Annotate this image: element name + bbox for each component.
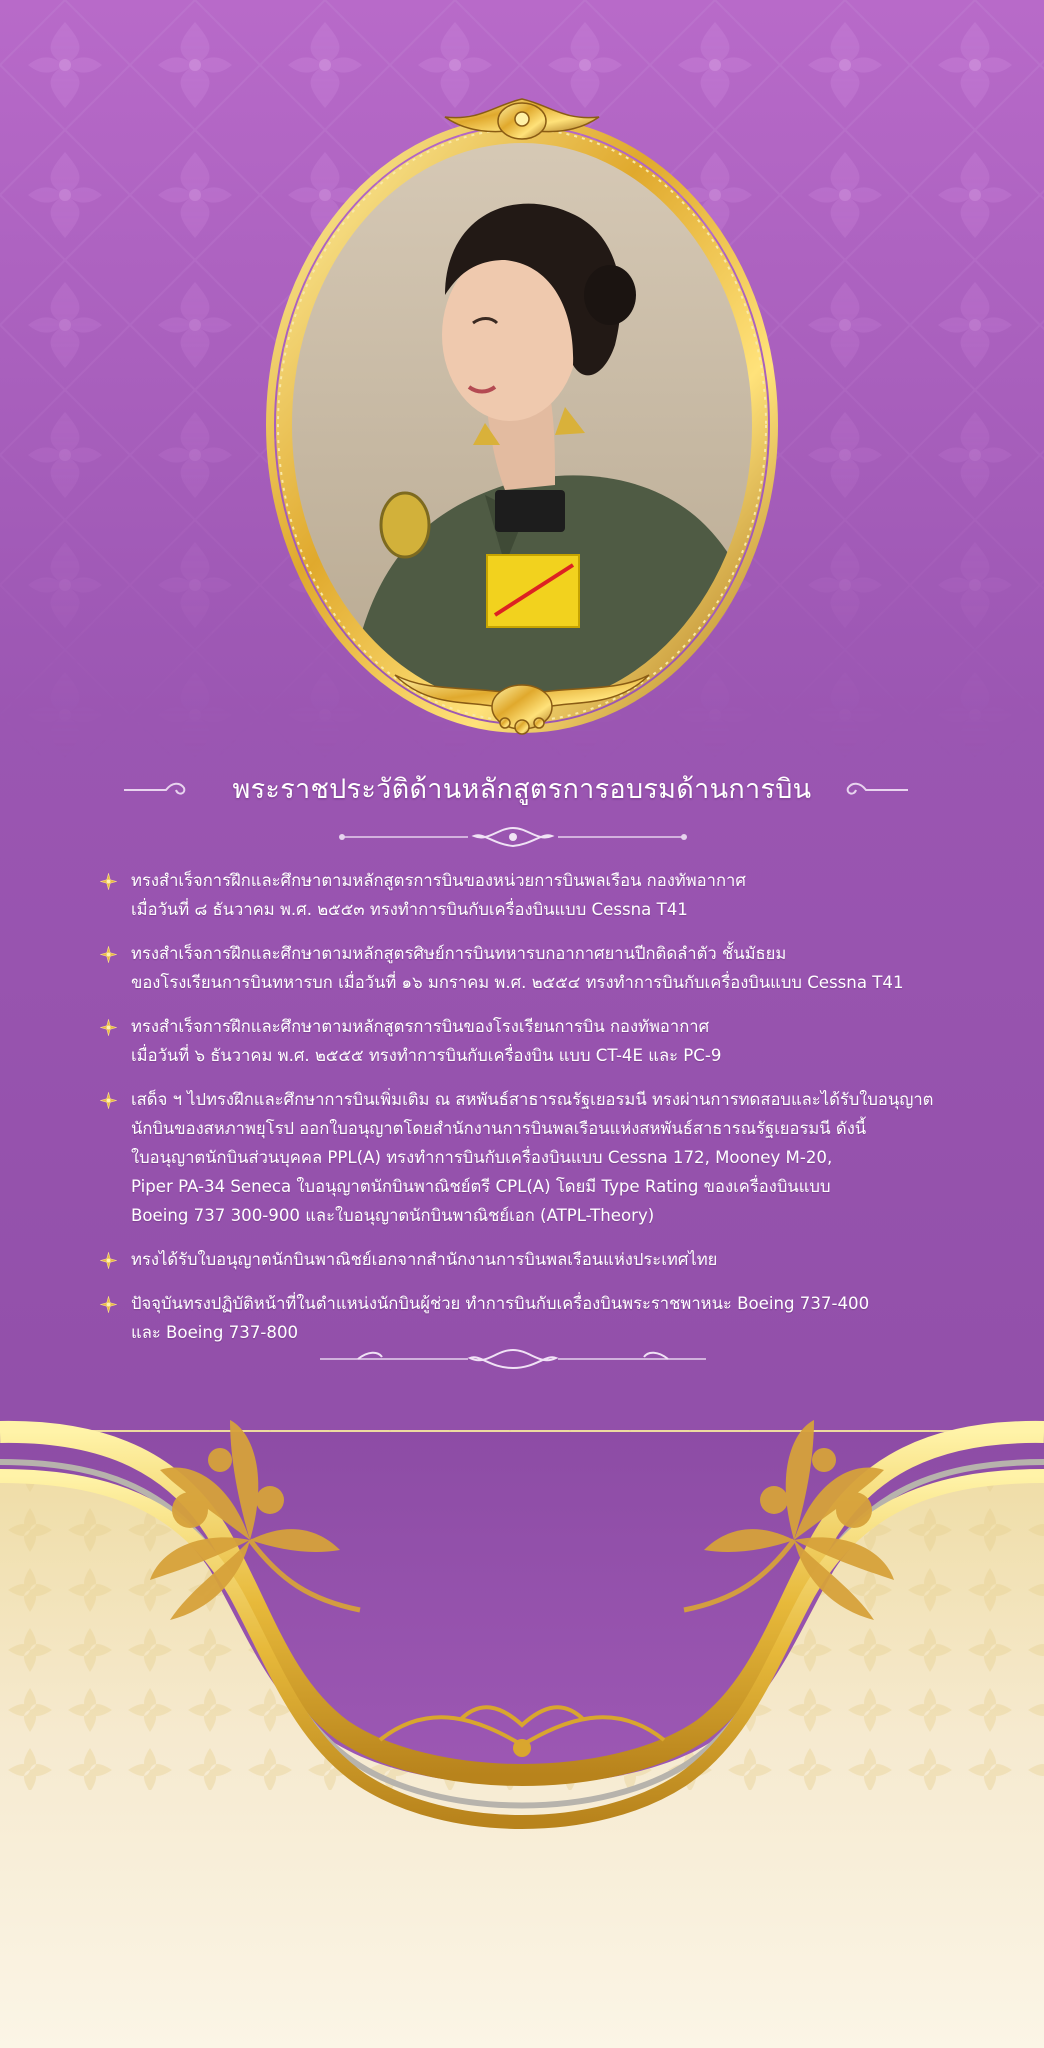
gold-diamond-bullet-icon bbox=[100, 1019, 117, 1036]
list-item-line: เมื่อวันที่ ๖ ธันวาคม พ.ศ. ๒๕๕๕ ทรงทำการบินกับเครื่องบิน แบบ CT-4E และ PC-9 bbox=[131, 1046, 722, 1065]
page-title: พระราชประวัติด้านหลักสูตรการอบรมด้านการบิน bbox=[232, 774, 812, 805]
frame-top-crest bbox=[445, 99, 599, 139]
list-item bbox=[100, 1245, 960, 1274]
list-item-line: ทรงสำเร็จการฝึกและศึกษาตามหลักสูตรการบินของหน่วยการบินพลเรือน กองทัพอากาศ bbox=[131, 871, 746, 890]
heading-flourish-right-icon bbox=[838, 778, 910, 802]
list-item-line: ของโรงเรียนการบินทหารบก เมื่อวันที่ ๑๖ มกราคม พ.ศ. ๒๕๕๔ ทรงทำการบินกับเครื่องบินแบบ Cessna T41 bbox=[131, 973, 904, 992]
list-item-line: นักบินของสหภาพยุโรป ออกใบอนุญาตโดยสำนักงานการบินพลเรือนแห่งสหพันธ์สาธารณรัฐเยอรมนี ดังนี้ bbox=[131, 1119, 867, 1138]
gold-diamond-bullet-icon bbox=[100, 1252, 117, 1269]
list-item-line: และ Boeing 737-800 bbox=[131, 1323, 299, 1342]
list-item-line: ทรงได้รับใบอนุญาตนักบินพาณิชย์เอกจากสำนักงานการบินพลเรือนแห่งประเทศไทย bbox=[131, 1250, 718, 1269]
list-item bbox=[100, 866, 960, 924]
gold-diamond-bullet-icon bbox=[100, 946, 117, 963]
divider-ornament-icon bbox=[338, 822, 688, 852]
list-item bbox=[100, 1085, 960, 1230]
list-item-line: Boeing 737 300-900 และใบอนุญาตนักบินพาณิชย์เอก (ATPL-Theory) bbox=[131, 1206, 655, 1225]
achievement-list bbox=[100, 866, 960, 1362]
list-item-line: เสด็จ ฯ ไปทรงฝึกและศึกษาการบินเพิ่มเติม ณ สหพันธ์สาธารณรัฐเยอรมนี ทรงผ่านการทดสอบและได้รับใบอนุญาต bbox=[131, 1090, 934, 1109]
list-item-line: เมื่อวันที่ ๘ ธันวาคม พ.ศ. ๒๕๕๓ ทรงทำการบินกับเครื่องบินแบบ Cessna T41 bbox=[131, 900, 688, 919]
gold-diamond-bullet-icon bbox=[100, 1092, 117, 1109]
list-item bbox=[100, 1012, 960, 1070]
gold-diamond-bullet-icon bbox=[100, 873, 117, 890]
list-item bbox=[100, 1289, 960, 1347]
list-item-line: ทรงสำเร็จการฝึกและศึกษาตามหลักสูตรศิษย์การบินทหารบกอากาศยานปีกติดลำตัว ชั้นมัธยม bbox=[131, 944, 787, 963]
portrait-frame bbox=[255, 95, 789, 735]
bottom-divider-ornament-icon bbox=[318, 1342, 708, 1376]
list-item-line: ทรงสำเร็จการฝึกและศึกษาตามหลักสูตรการบินของโรงเรียนการบิน กองทัพอากาศ bbox=[131, 1017, 710, 1036]
portrait-photo bbox=[255, 95, 789, 735]
list-item-line: Piper PA-34 Seneca ใบอนุญาตนักบินพาณิชย์ตรี CPL(A) โดยมี Type Rating ของเครื่องบินแบบ bbox=[131, 1177, 831, 1196]
list-item-line: ใบอนุญาตนักบินส่วนบุคคล PPL(A) ทรงทำการบินกับเครื่องบินแบบ Cessna 172, Mooney M-20, bbox=[131, 1148, 833, 1167]
list-item bbox=[100, 939, 960, 997]
list-item-line: ปัจจุบันทรงปฏิบัติหน้าที่ในตำแหน่งนักบินผู้ช่วย ทำการบินกับเครื่องบินพระราชพาหนะ Boeing 737-400 bbox=[131, 1294, 870, 1313]
gold-diamond-bullet-icon bbox=[100, 1296, 117, 1313]
